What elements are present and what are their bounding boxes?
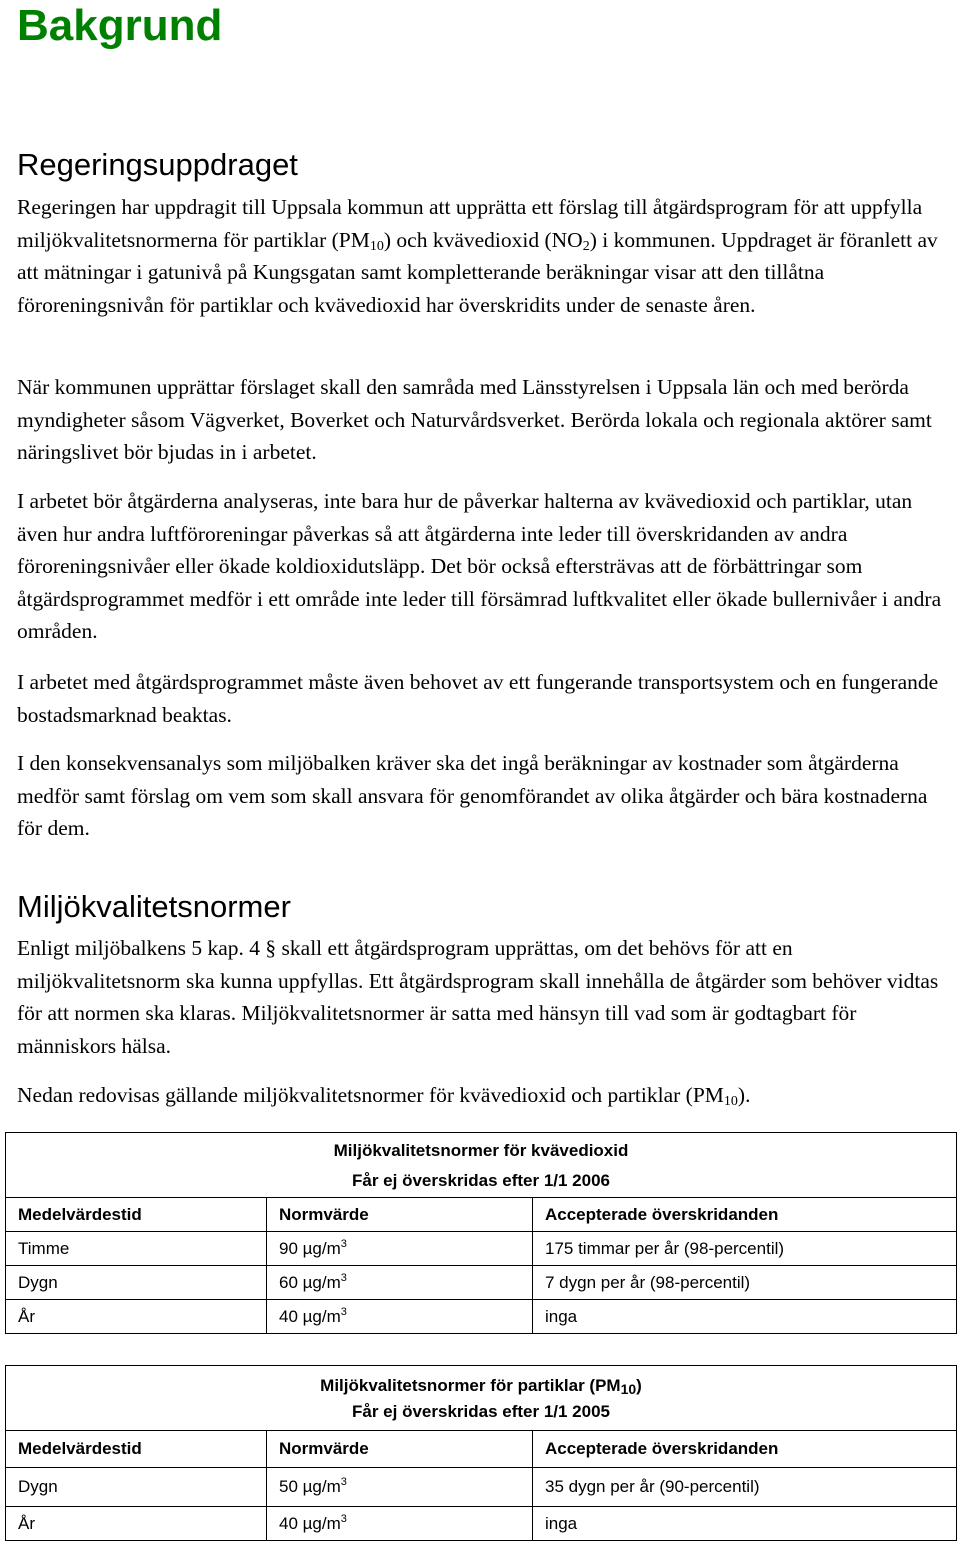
paragraph: I arbetet bör åtgärderna analyseras, inte bara hur de påverkar halterna av kvävedioxid och partiklar, utan även hur andra luftföroreningar påverkas så att åtgärderna inte leder till överskridanden av andra föroreningsnivåer eller ökade koldioxidutsläpp. Det bör också eftersträvas att de förbättringar som åtgärdsprogrammet medför i ett område inte leder till försämrad luftkvalitet eller ökade bullernivåer i andra områden. bbox=[17, 489, 942, 644]
paragraph: I arbetet med åtgärdsprogrammet måste även behovet av ett fungerande transportsystem och en fungerande bostadsmarknad beaktas. bbox=[17, 670, 939, 727]
table-caption: Får ej överskridas efter 1/1 2006 bbox=[352, 1171, 610, 1190]
paragraph: När kommunen upprättar förslaget skall den samråda med Länsstyrelsen i Uppsala län och med berörda myndigheter såsom Vägverket, Boverket och Naturvårdsverket. Berörda lokala och regionala aktörer samt näringslivet bör bjudas in i arbetet. bbox=[17, 375, 932, 465]
page-title: Bakgrund bbox=[17, 1, 223, 50]
column-header: Medelvärdestid bbox=[6, 1198, 267, 1232]
table-cell: Dygn bbox=[6, 1468, 267, 1507]
table-header-row bbox=[6, 1198, 957, 1232]
table-cell: 90 $\mu g/m^3$ bbox=[267, 1232, 533, 1266]
table-caption: Miljökvalitetsnormer för partiklar $(PM_{10})$ bbox=[320, 1376, 642, 1397]
paragraph: Nedan redovisas gällande miljökvalitetsnormer för kvävedioxid och partiklar $(PM_{10})$. bbox=[17, 1083, 751, 1109]
section-heading-miljokvalitetsnormer: Miljökvalitetsnormer bbox=[17, 889, 291, 924]
table-row bbox=[6, 1300, 957, 1334]
table-row bbox=[6, 1232, 957, 1266]
column-header: Normvärde bbox=[267, 1198, 533, 1232]
table-row bbox=[6, 1507, 957, 1541]
paragraph: I den konsekvensanalys som miljöbalken kräver ska det ingå beräkningar av kostnader som åtgärderna medför samt förslag om vem som skall ansvara för genomförandet av olika åtgärder och bära kostnaderna för dem. bbox=[17, 751, 928, 841]
table-cell: 50 $\mu g/m^3$ bbox=[267, 1468, 533, 1507]
column-header: Normvärde bbox=[267, 1431, 533, 1468]
table-cell: År bbox=[6, 1507, 267, 1541]
column-header: Medelvärdestid bbox=[6, 1431, 267, 1468]
table-cell: 60 $\mu g/m^3$ bbox=[267, 1266, 533, 1300]
table-cell: 35 dygn per år (90-percentil) bbox=[533, 1468, 957, 1507]
table-row bbox=[6, 1468, 957, 1507]
column-header: Accepterade överskridanden bbox=[533, 1431, 957, 1468]
column-header: Accepterade överskridanden bbox=[533, 1198, 957, 1232]
section-heading-regeringsuppdraget: Regeringsuppdraget bbox=[17, 147, 298, 182]
table-cell: inga bbox=[533, 1507, 957, 1541]
table-cell: År bbox=[6, 1300, 267, 1334]
table-header-row bbox=[6, 1431, 957, 1468]
table-cell: 175 timmar per år (98-percentil) bbox=[533, 1232, 957, 1266]
paragraph: Enligt miljöbalkens 5 kap. 4 § skall ett åtgärdsprogram upprättas, om det behövs för att en miljökvalitetsnorm ska kunna uppfyllas. Ett åtgärdsprogram skall innehålla de åtgärder som behöver vidtas för att normen ska klaras. Miljökvalitetsnormer är satta med hänsyn till vad som är godtagbart för människors hälsa. bbox=[17, 936, 939, 1058]
no2-norms-table bbox=[5, 1132, 957, 1334]
table-cell: inga bbox=[533, 1300, 957, 1334]
table-caption: Får ej överskridas efter 1/1 2005 bbox=[352, 1402, 610, 1421]
table-cell: 40 $\mu g/m^3$ bbox=[267, 1300, 533, 1334]
table-row bbox=[6, 1266, 957, 1300]
table-cell: Timme bbox=[6, 1232, 267, 1266]
table-cell: 7 dygn per år (98-percentil) bbox=[533, 1266, 957, 1300]
paragraph: Regeringen har uppdragit till Uppsala kommun att upprätta ett förslag till åtgärdsprogram för att uppfylla miljökvalitetsnormerna för partiklar $(PM_{10})$ och kvävedioxid $(NO_2)$ i kommunen. Uppdraget är föranlett av att mätningar i gatunivå på Kungsgatan samt kompletterande beräkningar visar att den tillåtna föroreningsnivån för partiklar och kvävedioxid har överskridits under de senaste åren. bbox=[17, 195, 938, 317]
table-cell: Dygn bbox=[6, 1266, 267, 1300]
table-cell: 40 $\mu g/m^3$ bbox=[267, 1507, 533, 1541]
pm10-norms-table bbox=[5, 1365, 957, 1541]
table-caption: Miljökvalitetsnormer för kvävedioxid bbox=[333, 1141, 629, 1160]
